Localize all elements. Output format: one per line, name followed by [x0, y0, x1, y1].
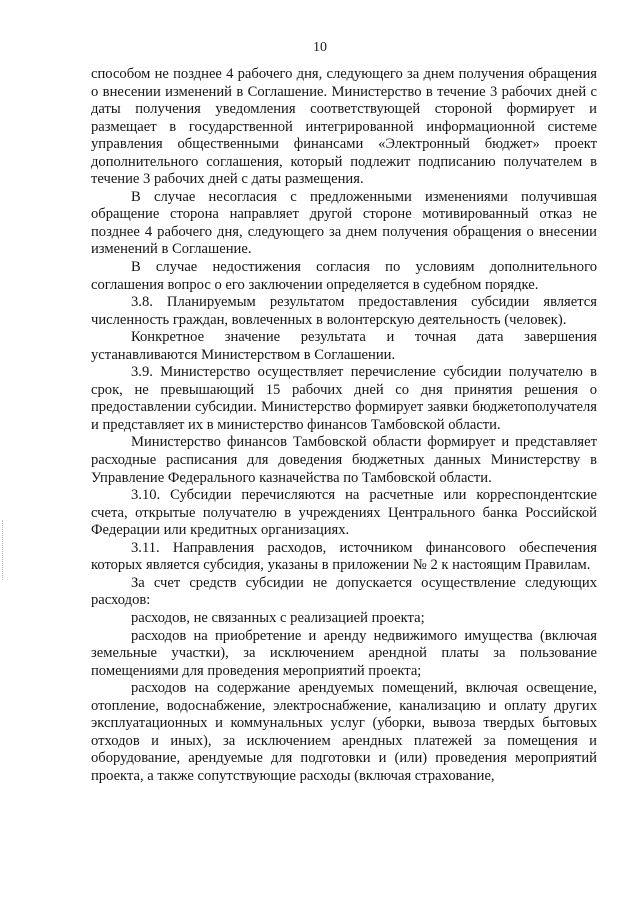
page-number: 10 [313, 40, 327, 55]
paragraph: способом не позднее 4 рабочего дня, следующего за днем получения обращения о внесении изменений в Соглашение. Министерство в течение 3 рабочих дней с даты получения уведомления соответствующей стороной формирует и размещает в государственной интегрированной информационной системе управления общественными финансами «Электронный бюджет» проект дополнительного соглашения, который подлежит подписанию получателем в течение 3 рабочих дней с даты размещения. [91, 66, 597, 188]
paragraph: Министерство финансов Тамбовской области формирует и представляет расходные расписания для доведения бюджетных данных Министерству в Управление Федерального казначейства по Тамбовской области. [91, 434, 597, 486]
paragraph: Конкретное значение результата и точная дата завершения устанавливаются Министерством в Соглашении. [91, 329, 597, 363]
scan-margin-mark [2, 520, 5, 580]
paragraph: 3.11. Направления расходов, источником финансового обеспечения которых является субсидия, указаны в приложении № 2 к настоящим Правилам. [91, 539, 597, 574]
paragraph: В случае недостижения согласия по условиям дополнительного соглашения вопрос о его заключении определяется в судебном порядке. [91, 259, 597, 293]
paragraph: расходов на содержание арендуемых помещений, включая освещение, отопление, водоснабжение, электроснабжение, канализацию и оплату других эксплуатационных и коммунальных услуг (уборки, вывоза твердых бытовых отходов и иных), за исключением арендных платежей за помещения и оборудование, арендуемые для подготовки и (или) проведения мероприятий проекта, а также сопутствующие расходы (включая страхование, [91, 680, 597, 784]
paragraph: 3.9. Министерство осуществляет перечисление субсидии получателю в срок, не превышающий 15 рабочих дней со дня принятия решения о предоставлении субсидии. Министерство формирует заявки бюджетополучателя и представляет их в министерство финансов Тамбовской области. [91, 364, 597, 433]
paragraph: расходов, не связанных с реализацией проекта; [131, 609, 425, 626]
paragraph: расходов на приобретение и аренду недвижимого имущества (включая земельные участки), за исключением арендной платы за пользование помещениями для проведения мероприятий проекта; [91, 627, 597, 679]
paragraph: 3.10. Субсидии перечисляются на расчетные или корреспондентские счета, открытые получателю в учреждениях Центрального банка Российской Федерации или кредитных организациях. [91, 487, 597, 539]
paragraph: За счет средств субсидии не допускается осуществление следующих расходов: [91, 574, 597, 609]
paragraph: В случае несогласия с предложенными изменениями получившая обращение сторона направляет другой стороне мотивированный отказ не позднее 4 рабочего дня, следующего за днем получения обращения о внесении изменений в Соглашение. [91, 188, 597, 258]
document-body [91, 66, 597, 785]
paragraph: 3.8. Планируемым результатом предоставления субсидии является численность граждан, вовлеченных в волонтерскую деятельность (человек). [91, 294, 597, 328]
